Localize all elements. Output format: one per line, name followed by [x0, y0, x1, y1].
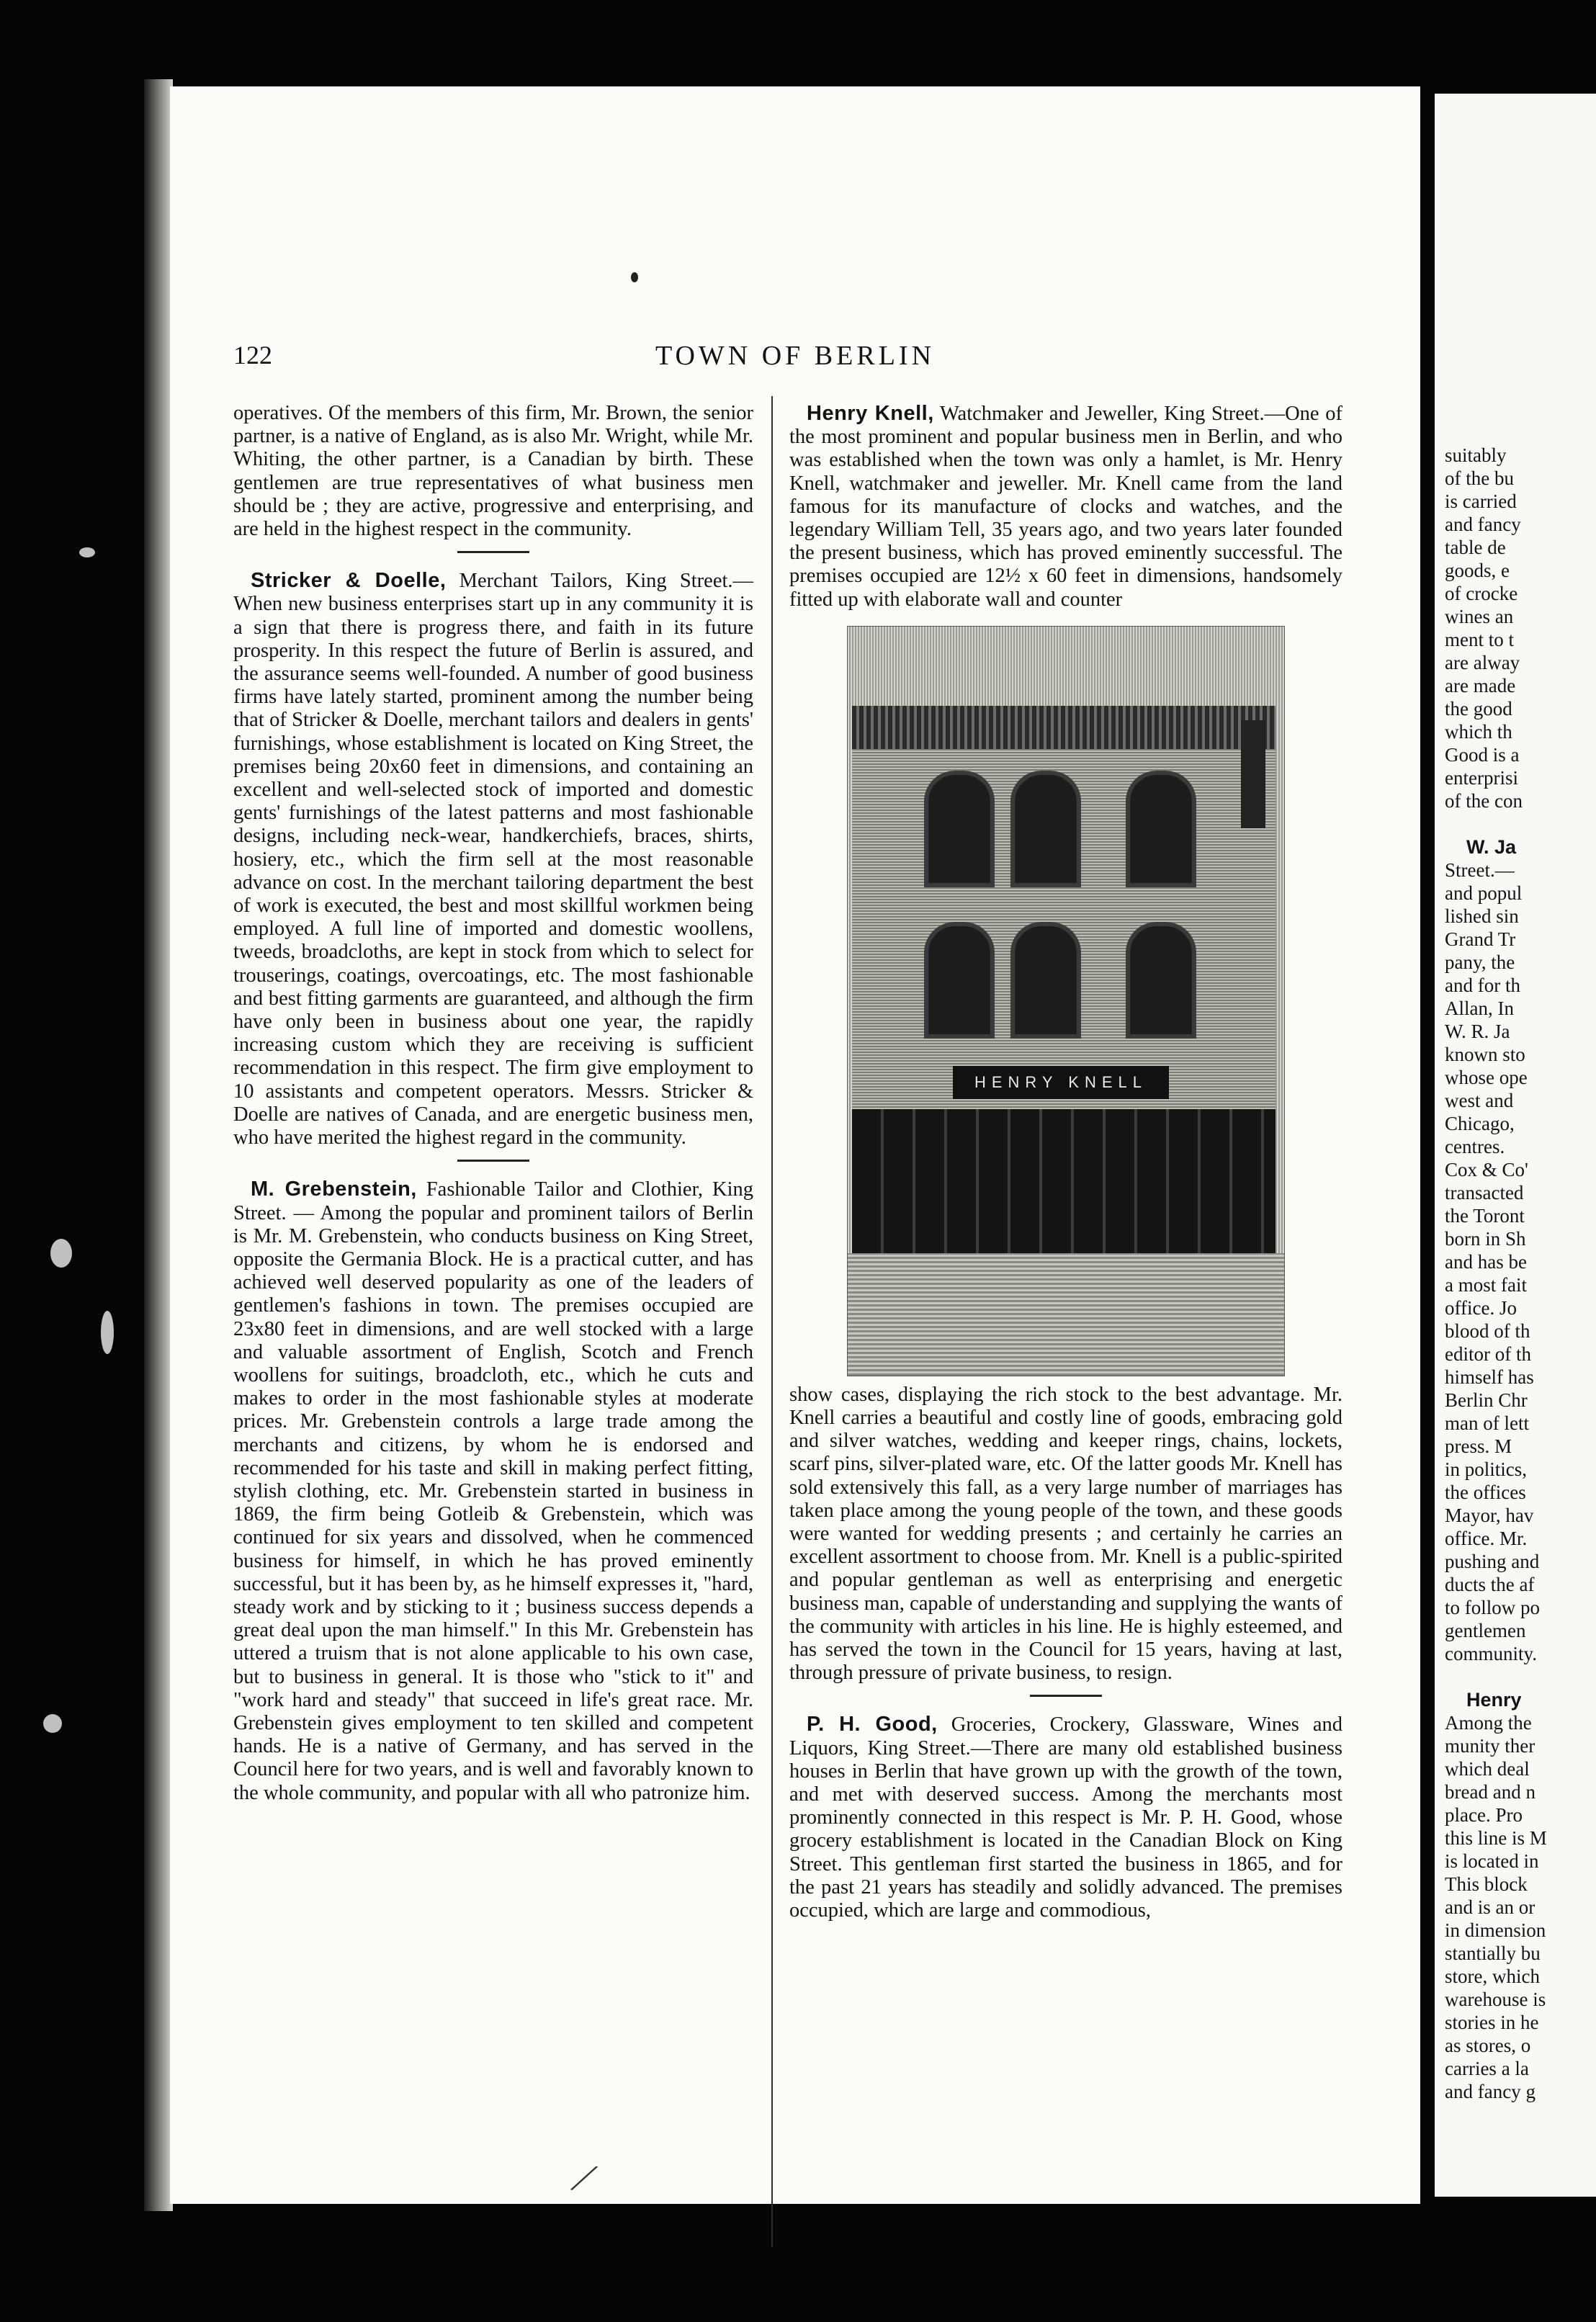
- pencil-mark: ⁄: [575, 2153, 593, 2202]
- running-head: [170, 340, 1420, 383]
- facing-page-line: wines an: [1445, 606, 1514, 627]
- facing-page-line: pany, the: [1445, 951, 1515, 973]
- page-title: TOWN OF BERLIN: [655, 341, 936, 371]
- section-separator: [457, 1160, 529, 1162]
- facing-page-line: office. Mr.: [1445, 1528, 1528, 1549]
- facing-page-line: lished sin: [1445, 905, 1519, 927]
- facing-page-line: This block: [1445, 1873, 1528, 1895]
- facing-page-line: to follow po: [1445, 1597, 1540, 1618]
- entry-henry-knell: [789, 402, 1342, 611]
- facing-page-line: of crocke: [1445, 583, 1518, 604]
- window: [924, 922, 995, 1039]
- scan-speck: [101, 1311, 114, 1354]
- section-separator: [1030, 1695, 1102, 1697]
- facing-page-line: [1445, 1665, 1596, 1688]
- entry-title: M. Grebenstein,: [251, 1178, 417, 1201]
- shop-sign: HENRY KNELL: [953, 1066, 1169, 1099]
- entry-title: Henry Knell,: [807, 402, 934, 425]
- facing-page-line: the offices: [1445, 1481, 1526, 1503]
- entry-text: Merchant Tailors, King Street.—When new business enterprises start up in any community it is a sign that there is progress there, and faith in its future prosperity. In this respect the future of Berlin is assured, and the assurance seems well-founded. A number of good business firms have lately started, prominent among the number being that of Stricker & Doelle, merchant tailors and dealers in gents' furnishings, whose establishment is located on King Street, the premises being 20x60 feet in dimensions, and containing an excellent and well-selected stock of imported and domestic gents' furnishings of the latest patterns and most fashionable designs, including neck-wear, handkerchiefs, braces, shirts, hosiery, etc., which the firm sell at the most reasonable advance on cost. In the merchant tailoring department the best of work is executed, the best and most skillful workmen being employed. A full line of imported and domestic woollens, tweeds, broadcloths, are kept in stock from which to select for trouserings, coatings, overcoatings, etc. The most fashionable and best fitting garments are guaranteed, and although the firm have only been in business about one year, the rapidly increasing custom which they are receiving is sufficient recommendation in this respect. The firm give employment to 10 assistants and competent operators. Messrs. Stricker & Doelle are natives of Canada, and are energetic business men, who have merited the highest regard in the community.: [233, 570, 754, 1149]
- facing-page-line: goods, e: [1445, 560, 1510, 581]
- facing-page-line: office. Jo: [1445, 1297, 1517, 1319]
- facing-page-line: which th: [1445, 721, 1512, 743]
- entry-text: Fashionable Tailor and Clothier, King Street. — Among the popular and prominent tailors of Berlin is Mr. M. Grebenstein, who conducts business on King Street, opposite the Germania Block. He is a practical cutter, and has achieved well deserved popularity as one of the leaders of gentlemen's fashions in town. The premises occupied are 23x80 feet in dimensions, and are well stocked with a large and valuable assortment of English, Scotch and French woollens for suitings, broadcloth, etc., which he cuts and makes to order in the most fashionable styles at moderate prices. Mr. Grebenstein controls a large trade among the merchants and citizens, by whom he is endorsed and recommended for his taste and skill in making perfect fitting, stylish clothing, etc. Mr. Grebenstein started in business in 1869, the firm being Gotleib & Grebenstein, which was continued for six years and dissolved, when he commenced business for himself, in which he has proved eminently successful, but it has been by, as he himself expresses it, "hard, steady work and by sticking to it ; business success depends a great deal upon the man himself." In this Mr. Grebenstein has uttered a truism that is not alone applicable to his own case, but to business in general. It is those who "stick to it" and "work hard and steady" that succeed in life's great race. Mr. Grebenstein gives employment to ten skilled and competent hands. He is a native of Germany, and has served in the Council here for two years, and is well and favorably known to the whole community, and popular with all who patronize him.: [233, 1178, 754, 1804]
- facing-page-line: community.: [1445, 1643, 1537, 1664]
- window: [1126, 922, 1196, 1039]
- facing-page-line: editor of th: [1445, 1343, 1531, 1365]
- facing-page-line: and has be: [1445, 1251, 1527, 1273]
- facing-page-line: blood of th: [1445, 1320, 1530, 1342]
- facing-page-line: which deal: [1445, 1758, 1530, 1780]
- facing-page-line: the good: [1445, 698, 1512, 720]
- facing-page-line: of the con: [1445, 790, 1523, 812]
- scan-speck: [79, 547, 95, 557]
- page-number: 122: [233, 341, 272, 369]
- entry-title: Stricker & Doelle,: [251, 569, 447, 593]
- ink-mark: [631, 272, 638, 282]
- window: [924, 771, 995, 887]
- scan-speck: [43, 1714, 62, 1733]
- facing-page-line: bread and n: [1445, 1781, 1536, 1803]
- facing-page-line: carries a la: [1445, 2058, 1529, 2079]
- facing-page-line: whose ope: [1445, 1067, 1528, 1088]
- window: [1126, 771, 1196, 887]
- facing-page-line: a most fait: [1445, 1274, 1527, 1296]
- facing-page-line: stories in he: [1445, 2012, 1539, 2033]
- facing-page-line: transacted: [1445, 1182, 1524, 1203]
- entry-stricker-doelle: [233, 569, 753, 1149]
- section-separator: [457, 551, 529, 553]
- facing-page-line: place. Pro: [1445, 1804, 1523, 1826]
- facing-page-line: the Toront: [1445, 1205, 1525, 1227]
- facing-page-line: himself has: [1445, 1366, 1534, 1388]
- facing-page-line: of the bu: [1445, 467, 1514, 489]
- facing-page-line: is located in: [1445, 1850, 1539, 1872]
- facing-page-line: Mayor, hav: [1445, 1505, 1534, 1526]
- facing-page-line: Street.—: [1445, 859, 1515, 881]
- facing-page-line: are made: [1445, 675, 1516, 696]
- facing-page-line: Cox & Co': [1445, 1159, 1528, 1180]
- facing-page-line: born in Sh: [1445, 1228, 1526, 1250]
- facing-page-line: Henry: [1466, 1689, 1522, 1711]
- facing-page-line: suitably: [1445, 444, 1507, 466]
- facing-page-line: centres.: [1445, 1136, 1505, 1157]
- storefront-illustration: [847, 626, 1285, 1376]
- facing-page-line: man of lett: [1445, 1412, 1529, 1434]
- facing-page-line: in dimension: [1445, 1919, 1546, 1941]
- entry-henry-knell-continued: show cases, displaying the rich stock to the best advantage. Mr. Knell carries a beautiful and costly line of goods, embracing gold and silver watches, wedding and keeper rings, chains, lockets, scarf pins, silver-plated ware, etc. Of the latter goods Mr. Knell has sold extensively this fall, as a very large number of marriages has taken place among the young people of the town, and these goods were wanted for wedding presents ; and certainly he carries an excellent assortment to choose from. Mr. Knell is a public-spirited and popular gentleman as well as enterprising and energetic business man, capable of understanding and supplying the wants of the community with articles in his line. He is highly esteemed, and has served the town in the Council for 15 years, having at last, through pressure of private business, to resign.: [789, 1383, 1342, 1685]
- continuation-paragraph: operatives. Of the members of this firm, Mr. Brown, the senior partner, is a native of England, as is also Mr. Wright, while Mr. Whiting, the other partner, is a Canadian by birth. These gentlemen are true representatives of what business men should be ; they are active, progressive and enterprising, and are held in the highest respect in the community.: [233, 402, 753, 541]
- facing-page-line: and fancy: [1445, 514, 1521, 535]
- facing-page-line: west and: [1445, 1090, 1514, 1111]
- facing-page-line: Among the: [1445, 1712, 1532, 1734]
- facing-page-line: enterprisi: [1445, 767, 1518, 789]
- street: [848, 1253, 1284, 1376]
- window: [1010, 922, 1081, 1039]
- column-rule: [771, 396, 773, 2247]
- facing-page-line: as stores, o: [1445, 2035, 1531, 2056]
- facing-page-fragment: [1435, 94, 1596, 2197]
- facing-page-line: known sto: [1445, 1044, 1525, 1065]
- hanging-sign: [1241, 720, 1265, 828]
- page-gutter-shadow: [144, 79, 173, 2211]
- facing-page-line: Grand Tr: [1445, 928, 1516, 950]
- building-facade: [852, 706, 1276, 1253]
- facing-page-line: this line is M: [1445, 1827, 1547, 1849]
- cornice: [852, 706, 1276, 749]
- facing-page-line: pushing and: [1445, 1551, 1540, 1572]
- facing-page-line: and is an or: [1445, 1896, 1536, 1918]
- facing-page-line: and for th: [1445, 974, 1520, 996]
- facing-page-line: munity ther: [1445, 1735, 1536, 1757]
- facing-page-line: are alway: [1445, 652, 1520, 673]
- shop-front: [852, 1109, 1276, 1253]
- facing-page-line: store, which: [1445, 1965, 1540, 1987]
- facing-page-line: Berlin Chr: [1445, 1389, 1528, 1411]
- facing-page-line: is carried: [1445, 490, 1517, 512]
- facing-page-line: table de: [1445, 537, 1506, 558]
- facing-page-line: W. R. Ja: [1445, 1021, 1510, 1042]
- facing-page-line: and fancy g: [1445, 2081, 1536, 2102]
- facing-page-line: in politics,: [1445, 1458, 1527, 1480]
- book-page: [170, 86, 1420, 2204]
- facing-page-line: warehouse is: [1445, 1989, 1546, 2010]
- facing-page-line: [1445, 812, 1596, 835]
- facing-page-line: press. M: [1445, 1435, 1512, 1457]
- facing-page-line: and popul: [1445, 882, 1523, 904]
- facing-page-line: gentlemen: [1445, 1620, 1526, 1641]
- scan-speck: [50, 1239, 72, 1268]
- facing-page-text: [1445, 444, 1596, 2103]
- facing-page-line: ment to t: [1445, 629, 1514, 650]
- facing-page-line: Chicago,: [1445, 1113, 1515, 1134]
- entry-title: P. H. Good,: [807, 1713, 938, 1736]
- middle-column: [789, 402, 1342, 1922]
- facing-page-line: W. Ja: [1466, 836, 1517, 858]
- facing-page-line: Allan, In: [1445, 998, 1514, 1019]
- entry-ph-good: [789, 1713, 1342, 1922]
- entry-text: Groceries, Crockery, Glassware, Wines and Liquors, King Street.—There are many old established business houses in Berlin that have grown up with the growth of the town, and met with deserved success. Among the merchants most prominently connected in this respect is Mr. P. H. Good, whose grocery establishment is located in the Canadian Block on King Street. This gentleman first started the business in 1865, and for the past 21 years has steadily and solidly advanced. The premises occupied, which are large and commodious,: [789, 1713, 1342, 1922]
- left-column: [233, 402, 753, 1805]
- facing-page-line: ducts the af: [1445, 1574, 1535, 1595]
- window: [1010, 771, 1081, 887]
- entry-text: Watchmaker and Jeweller, King Street.—One of the most prominent and popular business men in Berlin, and who was established when the town was only a hamlet, is Mr. Henry Knell, watchmaker and jeweller. Mr. Knell came from the land famous for its manufacture of clocks and watches, and the legendary William Tell, 35 years ago, and two years later founded the present business, which has proved eminently successful. The premises occupied are 12½ x 60 feet in dimensions, handsomely fitted up with elaborate wall and counter: [789, 403, 1342, 611]
- facing-page-line: stantially bu: [1445, 1942, 1541, 1964]
- entry-grebenstein: [233, 1178, 753, 1804]
- facing-page-line: Good is a: [1445, 744, 1520, 766]
